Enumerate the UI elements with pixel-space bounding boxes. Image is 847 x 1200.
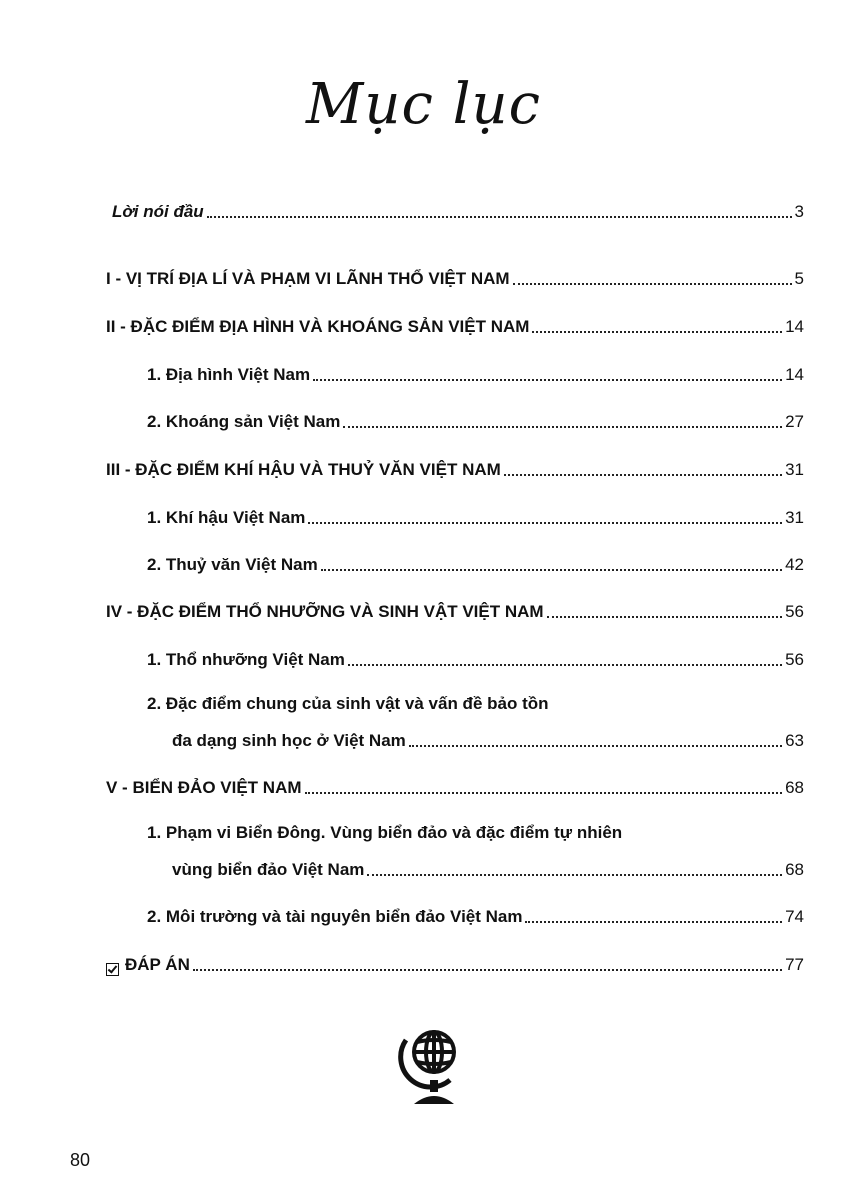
toc-entry-label: ĐÁP ÁN	[125, 955, 190, 974]
toc-entry-section-5-1[interactable]	[172, 857, 804, 881]
toc-entry-label: I - VỊ TRÍ ĐỊA LÍ VÀ PHẠM VI LÃNH THỔ VIỆT NAM	[106, 269, 510, 288]
toc-leader-dots	[313, 378, 782, 381]
toc-leader-dots	[348, 663, 782, 666]
toc-entry-label: vùng biển đảo Việt Nam	[172, 860, 365, 879]
page-title: Mục lục	[306, 72, 541, 137]
toc-entry-section-4-2[interactable]	[172, 728, 804, 752]
toc-leader-dots	[409, 744, 782, 747]
toc-leader-dots	[321, 568, 782, 571]
toc-entry-section-4[interactable]	[106, 599, 804, 623]
toc-entry-section-1[interactable]	[106, 266, 804, 290]
toc-entry-section-2-1[interactable]	[147, 362, 804, 386]
toc-entry-section-2-2[interactable]	[147, 409, 804, 433]
toc-entry-label: 1. Địa hình Việt Nam	[147, 365, 311, 384]
toc-entry-label: đa dạng sinh học ở Việt Nam	[172, 731, 406, 750]
toc-entry-page: 31	[785, 508, 804, 527]
toc-entry-answers[interactable]	[106, 952, 804, 976]
toc-entry-page: 5	[794, 269, 804, 288]
toc-entry-page: 56	[785, 650, 804, 669]
toc-entry-label: V - BIỂN ĐẢO VIỆT NAM	[106, 778, 302, 797]
toc-entry-section-5-2[interactable]	[147, 904, 804, 928]
toc-entry-label: III - ĐẶC ĐIỂM KHÍ HẬU VÀ THUỶ VĂN VIỆT NAM	[106, 460, 501, 479]
toc-entry-page: 42	[785, 555, 804, 574]
toc-entry-section-5-1-line1[interactable]: 1. Phạm vi Biển Đông. Vùng biển đảo và đặc điểm tự nhiên	[147, 823, 623, 842]
toc-entry-page: 14	[785, 365, 804, 384]
toc-entry-label: 1. Khí hậu Việt Nam	[147, 508, 306, 527]
toc-leader-dots	[525, 920, 782, 923]
toc-leader-dots	[504, 473, 782, 476]
toc-leader-dots	[305, 791, 783, 794]
toc-entry-label: 2. Thuỷ văn Việt Nam	[147, 555, 318, 574]
toc-entry-page: 74	[785, 907, 804, 926]
toc-entry-page: 56	[785, 602, 804, 621]
toc-entry-page: 77	[785, 955, 804, 974]
page-number: 80	[70, 1150, 91, 1170]
toc-entry-page: 14	[785, 317, 804, 336]
toc-leader-dots	[207, 215, 792, 218]
toc-entry-label: 2. Môi trường và tài nguyên biển đảo Việt Nam	[147, 907, 523, 926]
toc-entry-section-3[interactable]	[106, 457, 804, 481]
toc-entry-page: 31	[785, 460, 804, 479]
toc-entry-section-2[interactable]	[106, 314, 804, 338]
toc-leader-dots	[547, 615, 783, 618]
checked-box-icon	[106, 963, 119, 976]
globe-icon	[398, 1018, 470, 1110]
toc-entry-section-4-2-line1[interactable]: 2. Đặc điểm chung của sinh vật và vấn đề bảo tồn	[147, 694, 549, 713]
toc-entry-label: IV - ĐẶC ĐIỂM THỔ NHƯỠNG VÀ SINH VẬT VIỆT NAM	[106, 602, 544, 621]
toc-leader-dots	[513, 282, 792, 285]
toc-entry-page: 3	[794, 202, 804, 221]
toc-entry-page: 68	[785, 778, 804, 797]
toc-entry-page: 68	[785, 860, 804, 879]
toc-entry-label: 2. Khoáng sản Việt Nam	[147, 412, 341, 431]
toc-entry-preface[interactable]	[112, 199, 804, 223]
toc-entry-label: 1. Thổ nhưỡng Việt Nam	[147, 650, 345, 669]
toc-entry-label: Lời nói đầu	[112, 202, 204, 221]
toc-entry-section-4-1[interactable]	[147, 647, 804, 671]
toc-entry-section-3-1[interactable]	[147, 505, 804, 529]
toc-leader-dots	[367, 873, 782, 876]
toc-leader-dots	[193, 968, 782, 971]
toc-leader-dots	[308, 521, 782, 524]
toc-leader-dots	[343, 425, 782, 428]
toc-entry-section-5[interactable]	[106, 775, 804, 799]
toc-entry-page: 27	[785, 412, 804, 431]
toc-leader-dots	[532, 330, 782, 333]
toc-entry-label: II - ĐẶC ĐIỂM ĐỊA HÌNH VÀ KHOÁNG SẢN VIỆT NAM	[106, 317, 530, 336]
toc-entry-page: 63	[785, 731, 804, 750]
toc-entry-section-3-2[interactable]	[147, 552, 804, 576]
